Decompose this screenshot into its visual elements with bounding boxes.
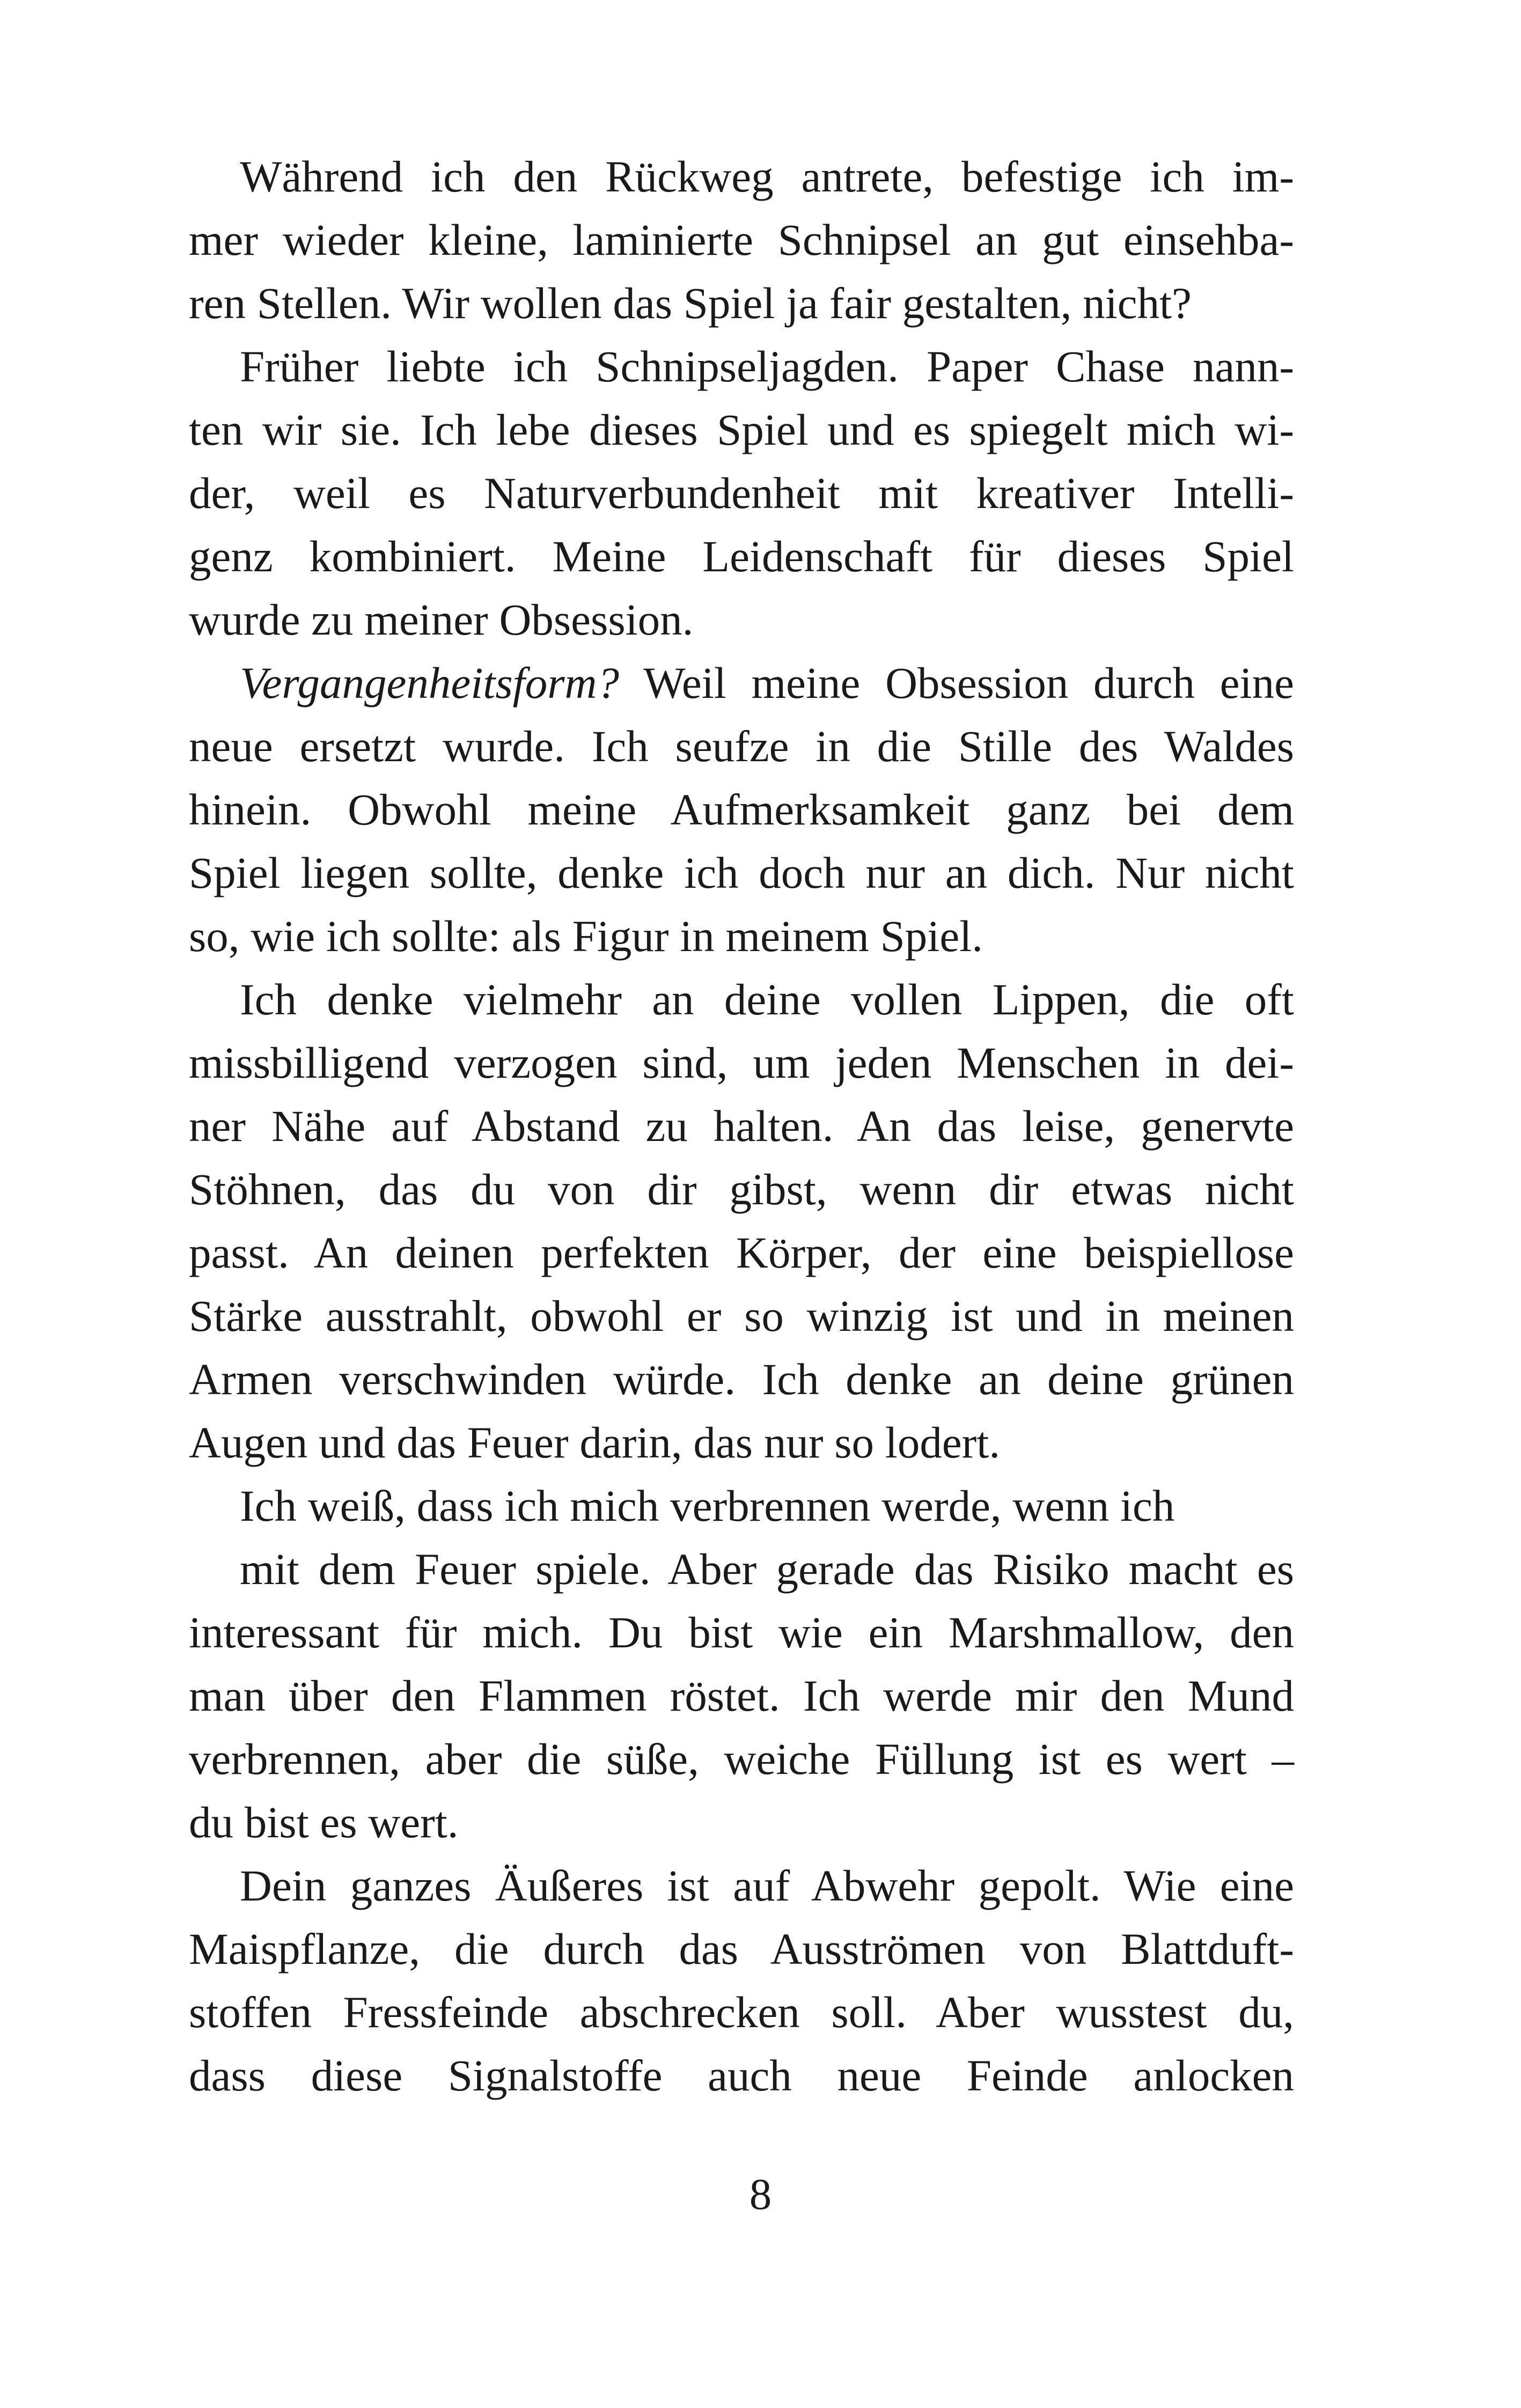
paragraph (189, 968, 1294, 1474)
text-line: Dein ganzes Äußeres ist auf Abwehr gepolt. Wie eine (240, 1861, 1294, 1910)
text-run: Weil meine Obsession durch eine (619, 658, 1294, 708)
paragraph (189, 1474, 1294, 1854)
text-line: man über den Flammen röstet. Ich werde mir den Mund (189, 1671, 1294, 1720)
text-line: Während ich den Rückweg antrete, befestige ich im- (240, 152, 1294, 201)
text-line (189, 651, 1294, 715)
text-line: missbilligend verzogen sind, um jeden Menschen in dei- (189, 1038, 1294, 1087)
text-line: der, weil es Naturverbundenheit mit kreativer Intelli- (189, 468, 1294, 518)
text-line: Ich weiß, dass ich mich verbrennen werde, wenn ich (240, 1481, 1175, 1530)
text-line: Armen verschwinden würde. Ich denke an deine grünen (189, 1354, 1294, 1404)
italic-phrase: Vergangenheitsform? (240, 658, 619, 708)
text-line: verbrennen, aber die süße, weiche Füllung ist es wert – (189, 1734, 1294, 1784)
text-line: passt. An deinen perfekten Körper, der eine beispiellose (189, 1228, 1294, 1277)
paragraph (189, 335, 1294, 651)
text-line: dass diese Signalstoffe auch neue Feinde anlocken (189, 2051, 1294, 2100)
text-line: Stärke ausstrahlt, obwohl er so winzig ist und in meinen (189, 1291, 1294, 1341)
text-line: mer wieder kleine, laminierte Schnipsel an gut einsehba- (189, 215, 1294, 264)
text-line: Ich denke vielmehr an deine vollen Lippen, die oft (240, 975, 1294, 1024)
text-line: hinein. Obwohl meine Aufmerksamkeit ganz bei dem (189, 785, 1294, 834)
page-number: 8 (749, 2169, 772, 2219)
text-line: wurde zu meiner Obsession. (189, 595, 694, 644)
paragraph (189, 145, 1294, 335)
paragraph (189, 1854, 1294, 2107)
text-line: Augen und das Feuer darin, das nur so lodert. (189, 1418, 1001, 1467)
text-line: ner Nähe auf Abstand zu halten. An das leise, genervte (189, 1101, 1294, 1151)
text-line: Spiel liegen sollte, denke ich doch nur an dich. Nur nicht (189, 848, 1294, 897)
text-line: genz kombiniert. Meine Leidenschaft für dieses Spiel (189, 532, 1294, 581)
text-line: so, wie ich sollte: als Figur in meinem Spiel. (189, 911, 983, 961)
body-text (189, 145, 1294, 2107)
text-line: mit dem Feuer spiele. Aber gerade das Risiko macht es (240, 1544, 1294, 1594)
text-line: neue ersetzt wurde. Ich seufze in die Stille des Waldes (189, 721, 1294, 771)
text-line: Stöhnen, das du von dir gibst, wenn dir etwas nicht (189, 1165, 1294, 1214)
text-line: interessant für mich. Du bist wie ein Marshmallow, den (189, 1608, 1294, 1657)
text-line: Maispflanze, die durch das Ausströmen von Blattduft- (189, 1924, 1294, 1973)
paragraph (189, 651, 1294, 968)
text-line: Früher liebte ich Schnipseljagden. Paper Chase nann- (240, 342, 1294, 391)
text-line: ten wir sie. Ich lebe dieses Spiel und es spiegelt mich wi- (189, 405, 1294, 454)
text-line: ren Stellen. Wir wollen das Spiel ja fair gestalten, nicht? (189, 278, 1192, 328)
text-line: stoffen Fressfeinde abschrecken soll. Aber wusstest du, (189, 1987, 1294, 2037)
text-line: du bist es wert. (189, 1798, 459, 1847)
